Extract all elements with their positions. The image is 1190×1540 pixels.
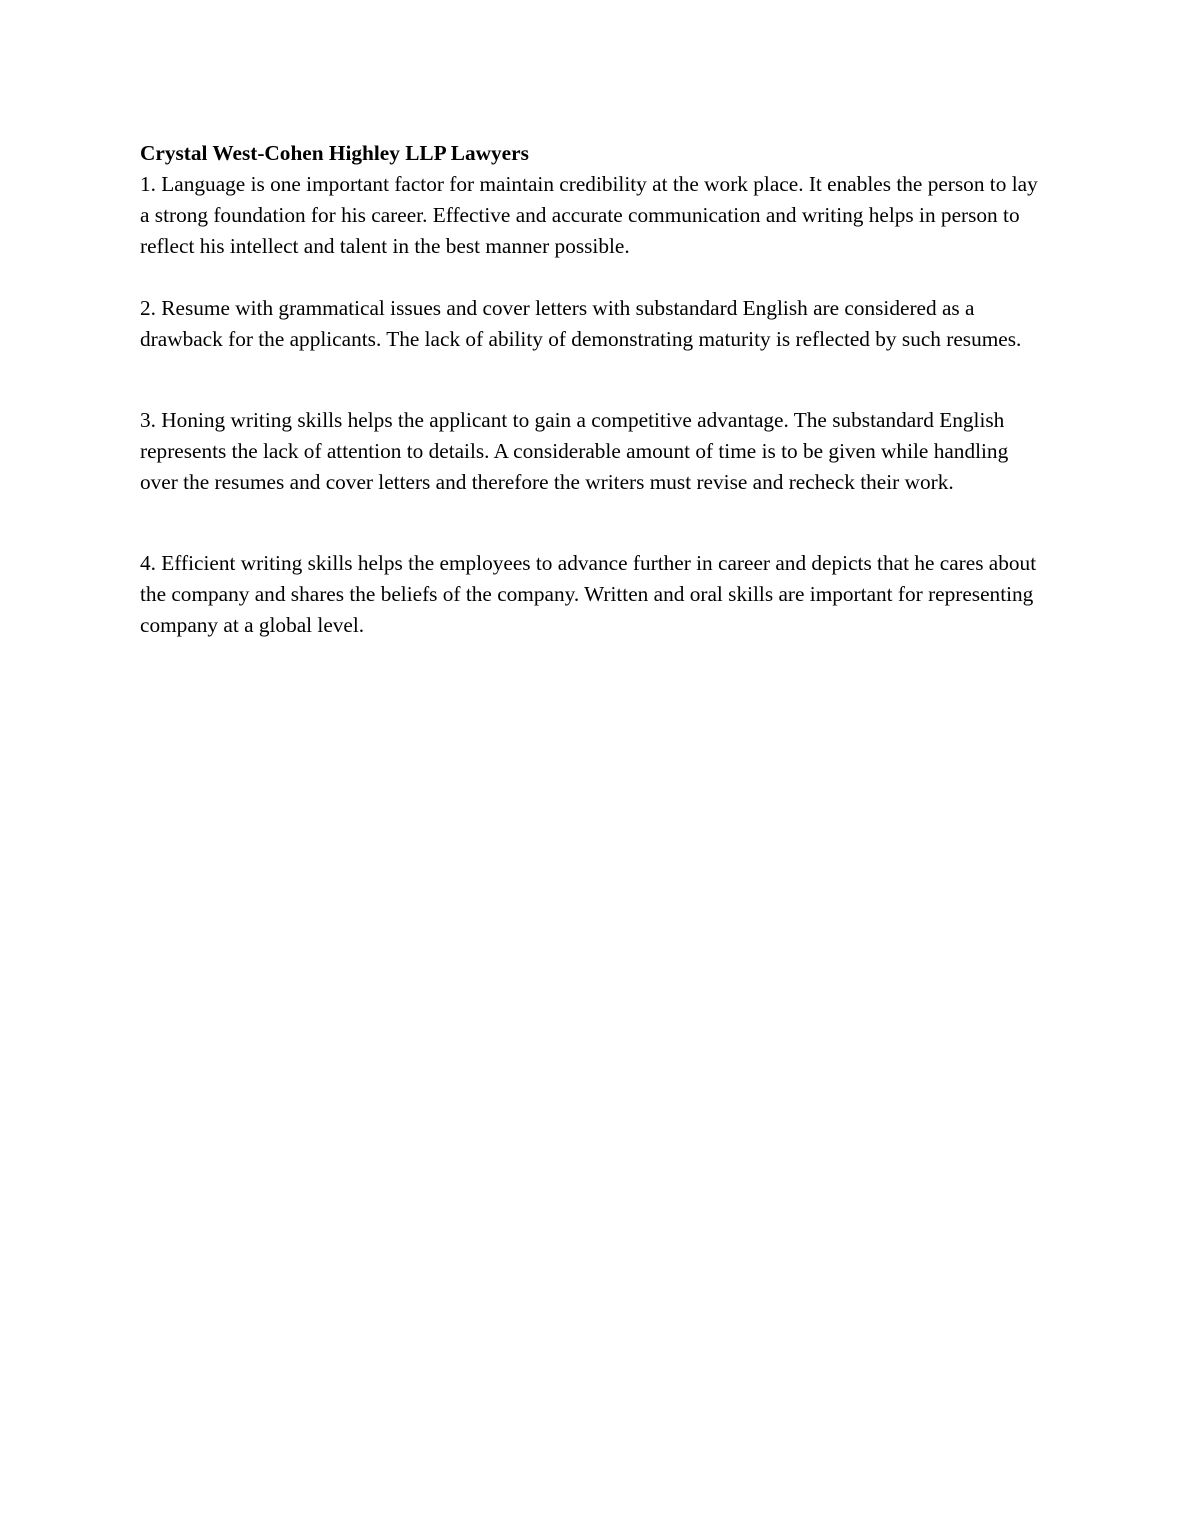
paragraph-spacer — [140, 498, 1050, 548]
paragraph-3: 3. Honing writing skills helps the applicant to gain a competitive advantage. The substandard English represents the lack of attention to details. A considerable amount of time is to be given while handling over the resumes and cover letters and therefore the writers must revise and recheck their work. — [140, 408, 1009, 494]
paragraph-2: 2. Resume with grammatical issues and cover letters with substandard English are considered as a drawback for the applicants. The lack of ability of demonstrating maturity is reflected by such resumes. — [140, 296, 1022, 351]
paragraph-spacer — [140, 262, 1050, 293]
document-title: Crystal West-Cohen Highley LLP Lawyers — [140, 141, 529, 165]
paragraph-4: 4. Efficient writing skills helps the employees to advance further in career and depicts that he cares about the company and shares the beliefs of the company. Written and oral skills are important for representing company at a global level. — [140, 551, 1037, 637]
paragraph-spacer — [140, 355, 1050, 405]
document-body — [140, 138, 1050, 641]
paragraph-1: 1. Language is one important factor for maintain credibility at the work place. It enables the person to lay a strong foundation for his career. Effective and accurate communication and writing helps in person to reflect his intellect and talent in the best manner possible. — [140, 172, 1038, 258]
